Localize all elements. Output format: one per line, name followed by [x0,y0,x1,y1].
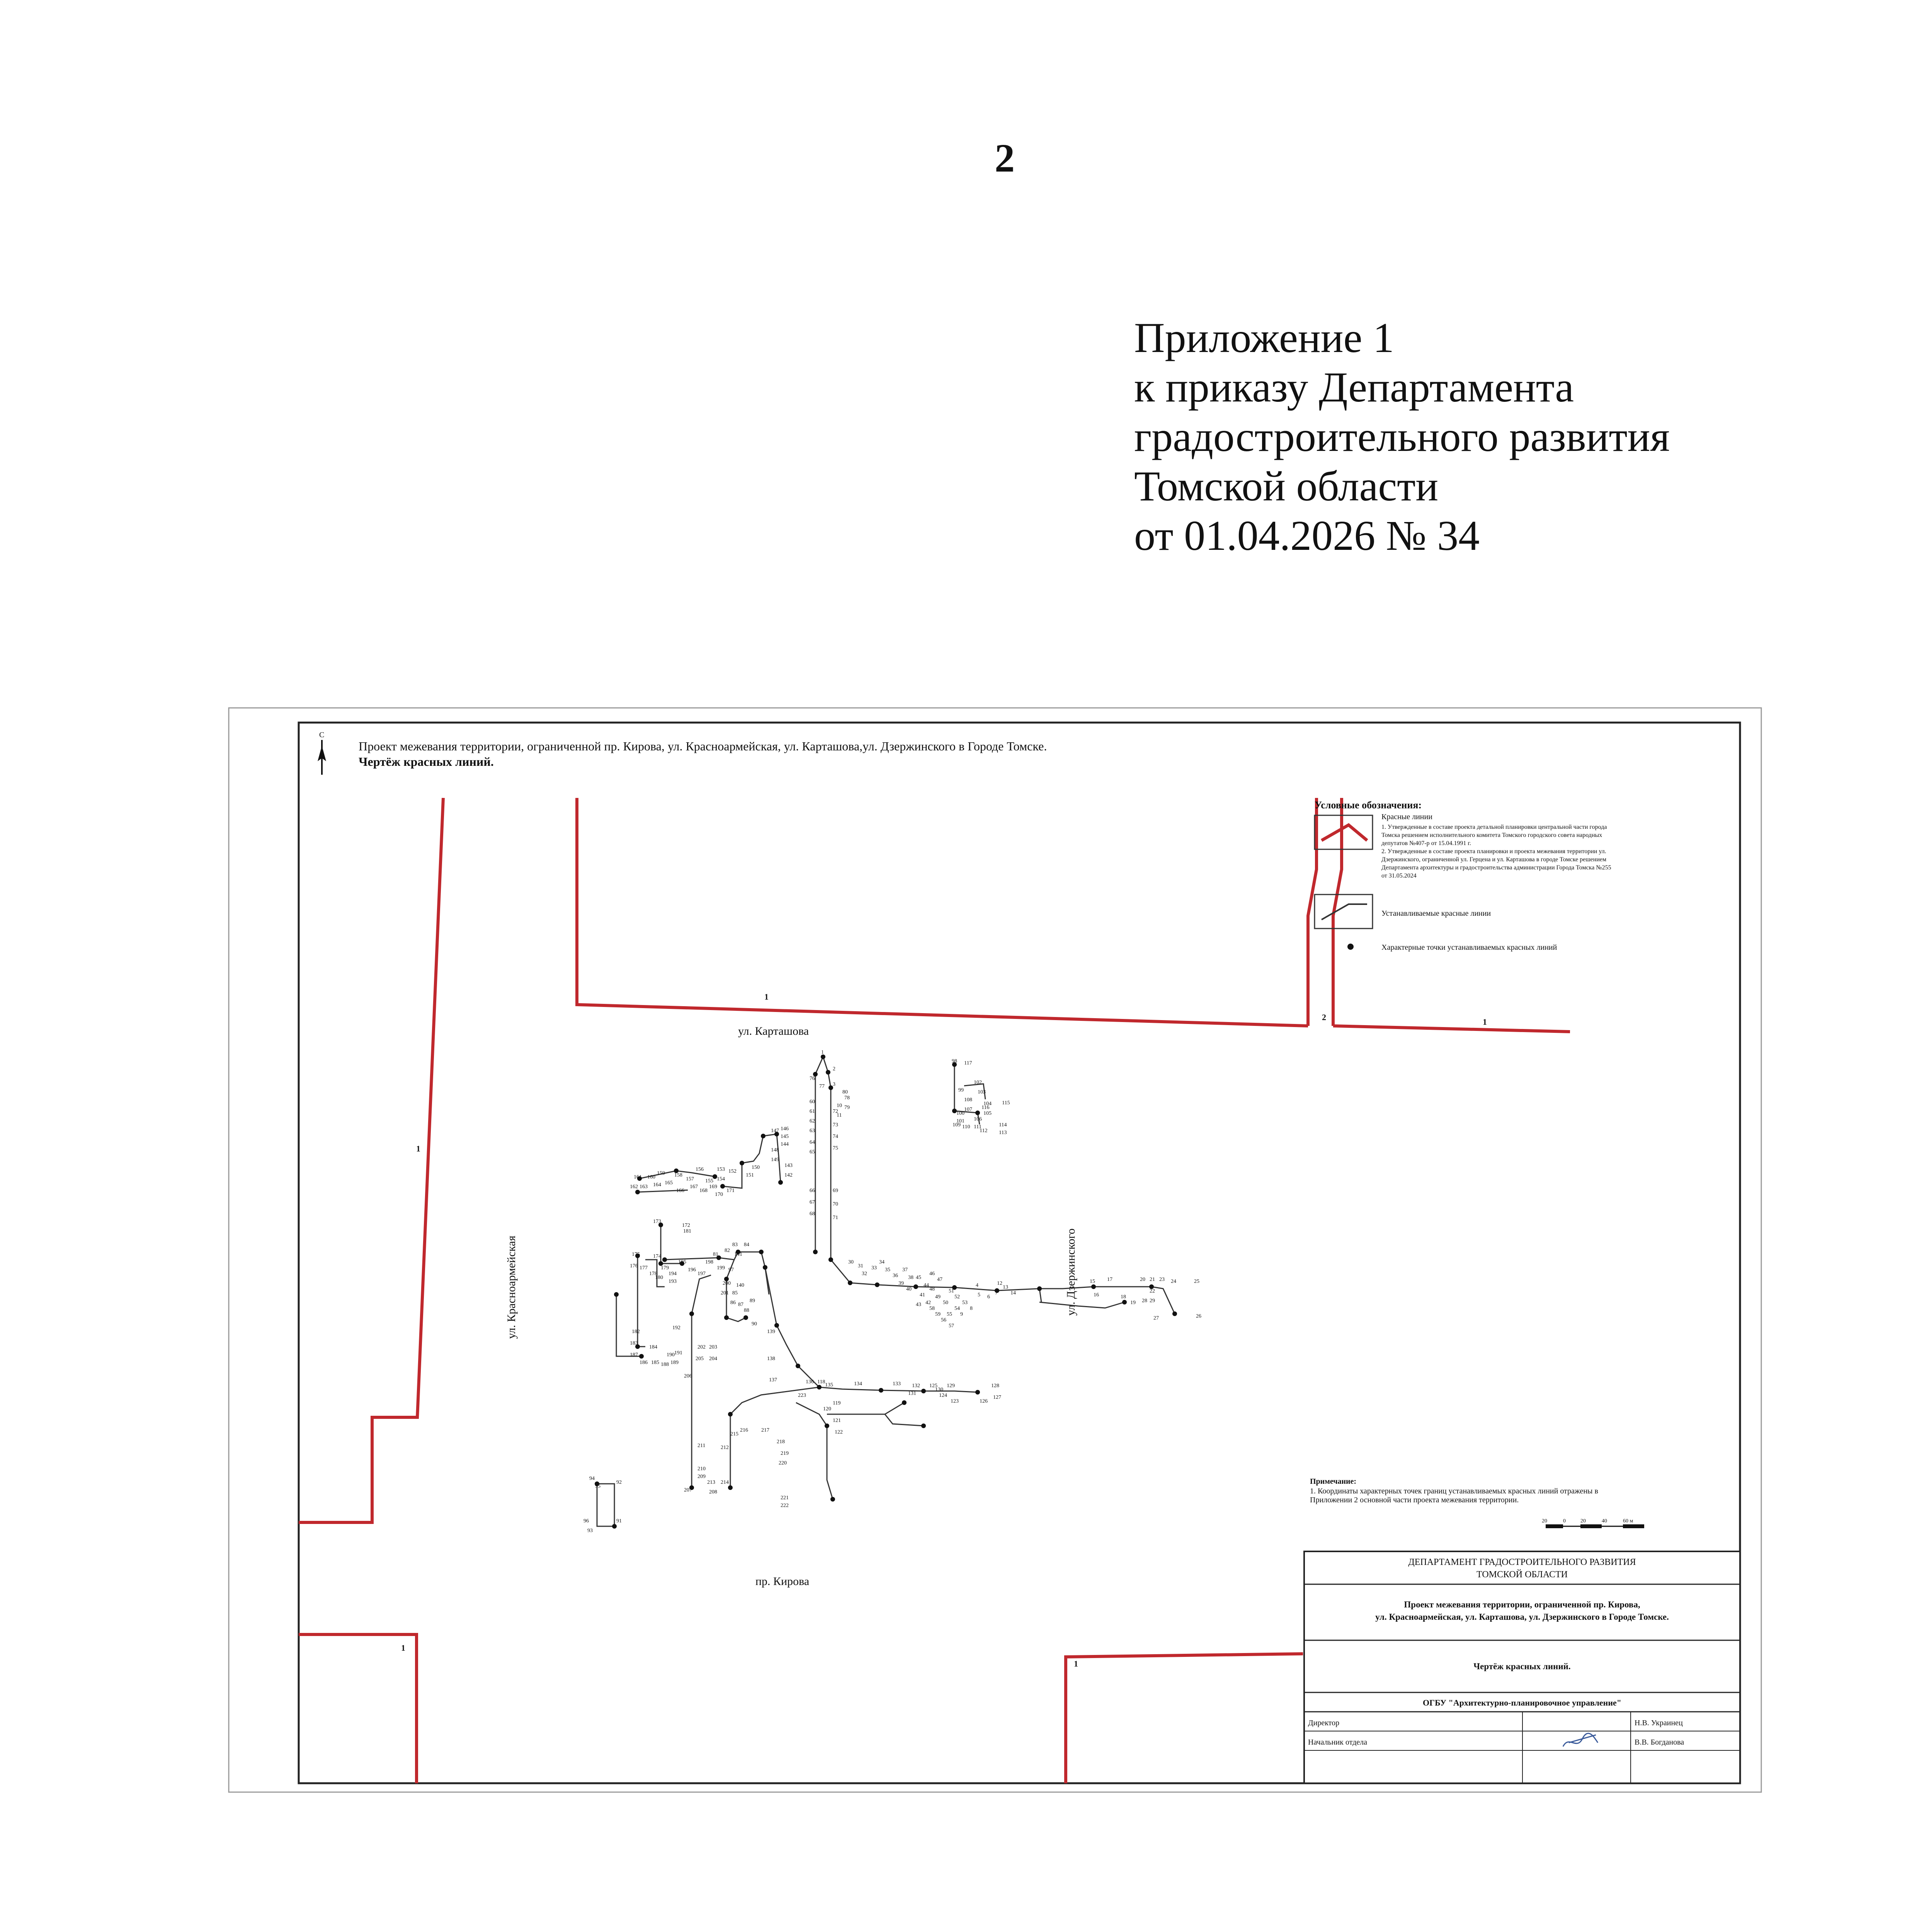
point-label-71: 71 [833,1215,838,1221]
point-label-77: 77 [819,1083,825,1089]
point-label-206: 206 [684,1373,692,1379]
point-label-65: 65 [810,1149,815,1155]
point-label-30: 30 [848,1259,854,1265]
point-label-214: 214 [721,1480,729,1485]
appendix-line-2: к приказу Департамента [1134,364,1574,411]
point-label-202: 202 [697,1344,706,1350]
point-label-184: 184 [649,1344,657,1350]
point-label-161: 161 [634,1174,642,1180]
point-label-216: 216 [740,1427,748,1433]
point-label-135: 135 [825,1382,833,1388]
point-label-174: 174 [653,1253,661,1259]
point-label-178: 178 [649,1271,657,1277]
note-line-1: 1. Координаты характерных точек границ устанавливаемых красных линий отражены в [1310,1487,1598,1495]
point-label-99: 99 [958,1087,964,1093]
point-label-215: 215 [730,1431,738,1437]
point-label-171: 171 [726,1188,735,1194]
point-label-195: 195 [678,1259,686,1265]
point-label-40: 40 [906,1286,912,1292]
point-label-3: 3 [833,1082,835,1087]
point-label-124: 124 [939,1393,947,1398]
point-label-110: 110 [962,1124,970,1130]
point-label-198: 198 [705,1259,713,1265]
point-label-162: 162 [630,1184,638,1190]
point-label-200: 200 [723,1281,731,1286]
drawing-title: Проект межевания территории, ограниченной пр. Кирова, ул. Красноармейская, ул. Карташова,ул. Дзержинского в Городе Томске. [359,739,1047,753]
point-label-2: 2 [833,1066,835,1072]
point-label-145: 145 [781,1134,789,1139]
point-label-22: 22 [1150,1288,1155,1294]
legend-established-label: Устанавливаемые красные линии [1381,909,1491,918]
point-label-69: 69 [833,1188,838,1194]
point-label-53: 53 [962,1300,968,1306]
legend-text-line-1: 1. Утвержденные в составе проекта детальной планировки центральной части города [1381,824,1607,830]
point-label-129: 129 [947,1383,955,1389]
point-label-91: 91 [616,1518,622,1524]
point-label-72: 72 [833,1109,838,1114]
appendix-line-5: от 01.04.2026 № 34 [1134,512,1480,559]
point-label-133: 133 [893,1381,901,1387]
point-label-157: 157 [686,1176,694,1182]
point-label-177: 177 [640,1265,648,1271]
point-label-21: 21 [1150,1277,1155,1282]
point-label-10: 10 [837,1103,842,1109]
point-label-43: 43 [916,1302,921,1308]
point-label-121: 121 [833,1418,841,1423]
point-label-35: 35 [885,1267,890,1273]
point-label-86: 86 [730,1300,736,1306]
point-label-81: 81 [713,1252,718,1257]
point-label-33: 33 [871,1265,877,1271]
point-label-167: 167 [690,1184,698,1190]
point-label-55: 55 [947,1311,952,1317]
point-label-87: 87 [738,1302,743,1308]
scale-label-3: 20 [1580,1518,1586,1524]
legend-text-line-7: от 31.05.2024 [1381,872,1417,879]
point-label-5: 5 [978,1292,980,1298]
point-label-85: 85 [732,1290,738,1296]
point-label-175: 175 [632,1252,640,1257]
point-label-27: 27 [1153,1315,1159,1321]
point-label-183: 183 [630,1340,638,1346]
point-label-9: 9 [960,1311,963,1317]
title-block-sheet: Чертёж красных линий. [1473,1662,1571,1671]
point-label-41: 41 [920,1292,925,1298]
point-label-112: 112 [980,1128,988,1134]
note-line-2: Приложении 2 основной части проекта межевания территории. [1310,1496,1519,1504]
legend-red-lines-text [1381,824,1611,879]
point-label-130: 130 [935,1387,943,1393]
point-label-118: 118 [817,1379,825,1385]
point-label-75: 75 [833,1145,838,1151]
red-lines-drawing [228,707,1762,1793]
point-label-93: 93 [587,1528,593,1534]
point-label-115: 115 [1002,1100,1010,1106]
point-label-120: 120 [823,1406,831,1412]
point-label-84: 84 [744,1242,749,1248]
street-dzerzhinskogo: ул. Дзержинского [1065,1228,1077,1316]
point-label-38: 38 [908,1275,913,1281]
point-label-57: 57 [949,1323,954,1329]
point-label-82: 82 [725,1248,730,1253]
point-label-102: 102 [974,1080,982,1085]
point-label-128: 128 [991,1383,999,1389]
point-label-37: 37 [902,1267,908,1273]
point-label-97: 97 [728,1267,734,1273]
point-label-116: 116 [981,1105,990,1111]
legend-points-label: Характерные точки устанавливаемых красных линий [1381,943,1557,952]
point-label-131: 131 [908,1391,916,1396]
title-block [1304,1551,1740,1783]
appendix-line-4: Томской области [1134,463,1439,510]
point-label-106: 106 [974,1116,982,1122]
point-label-158: 158 [674,1172,682,1178]
point-label-50: 50 [943,1300,948,1306]
point-label-127: 127 [993,1395,1001,1400]
point-label-210: 210 [697,1466,706,1472]
point-label-34: 34 [879,1259,885,1265]
point-label-223: 223 [798,1393,806,1398]
point-label-143: 143 [784,1163,793,1168]
point-label-26: 26 [1196,1313,1201,1319]
point-label-66: 66 [810,1188,815,1194]
point-label-17: 17 [1107,1277,1112,1282]
legend-text-line-2: Томска решением исполнительного комитета Томского городского совета народных [1381,832,1602,838]
point-label-147: 147 [771,1128,779,1134]
point-label-12: 12 [997,1281,1002,1286]
legend-point-icon [1347,944,1354,950]
point-label-11: 11 [837,1112,842,1118]
point-label-140: 140 [736,1282,744,1288]
point-label-132: 132 [912,1383,920,1389]
point-label-134: 134 [854,1381,862,1387]
point-label-56: 56 [941,1317,946,1323]
point-label-211: 211 [697,1443,706,1449]
point-label-173: 173 [653,1219,661,1225]
point-label-104: 104 [983,1101,992,1107]
point-label-59: 59 [935,1311,941,1317]
point-label-95: 95 [595,1483,600,1489]
point-label-78: 78 [844,1095,850,1101]
street-kirova: пр. Кирова [755,1575,810,1588]
street-krasnoarmeyskaya: ул. Красноармейская [505,1235,518,1339]
point-label-48: 48 [929,1286,935,1292]
point-label-189: 189 [670,1360,679,1366]
point-label-188: 188 [661,1362,669,1367]
legend-title: Условные обозначения: [1315,799,1422,811]
point-label-6: 6 [987,1294,990,1300]
point-label-44: 44 [924,1282,929,1288]
point-label-62: 62 [810,1118,815,1124]
point-label-79: 79 [844,1105,850,1111]
point-label-19: 19 [1130,1300,1136,1306]
point-label-209: 209 [697,1474,706,1480]
point-label-165: 165 [665,1180,673,1186]
street-kartashova: ул. Карташова [738,1025,809,1037]
title-block-name-2: В.В. Богданова [1635,1738,1684,1747]
point-label-114: 114 [999,1122,1007,1128]
point-label-221: 221 [781,1495,789,1501]
point-label-123: 123 [951,1398,959,1404]
point-label-63: 63 [810,1128,815,1134]
point-label-98: 98 [952,1058,957,1064]
appendix-header [1134,313,1791,560]
point-label-164: 164 [653,1182,661,1188]
point-label-194: 194 [668,1271,677,1277]
point-label-153: 153 [717,1167,725,1172]
point-label-15: 15 [1090,1279,1095,1284]
point-label-31: 31 [858,1263,863,1269]
point-label-28: 28 [1142,1298,1147,1304]
point-label-80: 80 [842,1089,848,1095]
point-label-36: 36 [893,1273,898,1279]
legend-text-line-4: 2. Утвержденные в составе проекта планировки и проекта межевания территории ул. [1381,848,1606,855]
point-label-39: 39 [898,1281,904,1286]
point-label-100: 100 [956,1111,964,1116]
point-label-218: 218 [777,1439,785,1445]
point-label-201: 201 [721,1290,729,1296]
point-label-154: 154 [717,1176,725,1182]
point-label-45: 45 [916,1275,921,1281]
point-label-32: 32 [862,1271,867,1277]
line-number-2: 2 [1322,1012,1326,1022]
point-label-208: 208 [709,1489,717,1495]
point-label-113: 113 [999,1130,1007,1136]
point-label-166: 166 [676,1188,684,1194]
drawing-svg [228,707,1762,1793]
scale-label-1: 20 [1542,1518,1547,1524]
point-label-159: 159 [657,1170,665,1176]
title-block-company: ОГБУ "Архитектурно-планировочное управление" [1422,1698,1622,1708]
point-label-94: 94 [589,1476,595,1481]
point-label-169: 169 [709,1184,717,1190]
point-label-181: 181 [683,1228,691,1234]
legend-text-line-3: депутатов №407-р от 15.04.1991 г. [1381,840,1471,847]
page-number: 2 [995,136,1015,180]
legend-text-line-5: Дзержинского, ограниченной ул. Герцена и ул. Карташова в городе Томске решением [1381,856,1607,863]
point-label-179: 179 [661,1265,669,1271]
point-label-185: 185 [651,1360,659,1366]
point-label-46: 46 [929,1271,935,1277]
point-label-141: 141 [734,1252,742,1257]
point-label-1: 1 [821,1049,824,1055]
point-label-156: 156 [696,1167,704,1172]
point-label-180: 180 [655,1275,663,1281]
line-number-5: 1 [401,1643,405,1653]
point-label-138: 138 [767,1356,775,1362]
point-label-90: 90 [752,1321,757,1327]
point-label-25: 25 [1194,1279,1199,1284]
point-label-203: 203 [709,1344,717,1350]
point-label-192: 192 [672,1325,680,1331]
point-label-23: 23 [1159,1277,1165,1282]
point-label-176: 176 [630,1263,638,1269]
point-label-148: 148 [771,1147,779,1153]
point-label-137: 137 [769,1377,777,1383]
line-number-6: 1 [1074,1659,1078,1668]
point-label-125: 125 [929,1383,937,1389]
point-label-49: 49 [935,1294,941,1300]
point-label-172: 172 [682,1223,690,1228]
point-label-52: 52 [954,1294,960,1300]
point-label-42: 42 [925,1300,931,1306]
point-label-108: 108 [964,1097,972,1103]
title-block-org-2: ТОМСКОЙ ОБЛАСТИ [1476,1570,1568,1580]
appendix-line-3: градостроительного развития [1134,413,1670,460]
point-label-88: 88 [744,1308,749,1313]
point-label-13: 13 [1003,1284,1008,1290]
point-label-47: 47 [937,1277,942,1282]
point-label-51: 51 [949,1288,954,1294]
line-number-1: 1 [764,992,769,1002]
point-label-190: 190 [667,1352,675,1358]
point-label-24: 24 [1171,1279,1176,1284]
title-block-name-1: Н.В. Украинец [1635,1719,1683,1727]
point-label-126: 126 [980,1398,988,1404]
point-label-150: 150 [752,1165,760,1170]
point-label-146: 146 [781,1126,789,1132]
point-label-109: 109 [953,1122,961,1128]
point-label-197: 197 [697,1271,706,1277]
drawing-subtitle: Чертёж красных линий. [359,755,494,769]
title-block-project-1: Проект межевания территории, ограниченной пр. Кирова, [1404,1600,1640,1609]
title-block-role-2: Начальник отдела [1308,1738,1367,1747]
title-block-role-1: Директор [1308,1719,1340,1727]
line-number-4: 1 [416,1144,420,1153]
point-label-139: 139 [767,1329,775,1335]
point-label-20: 20 [1140,1277,1145,1282]
point-label-105: 105 [983,1111,992,1116]
legend-text-line-6: Департамента архитектуры и градостроительства администрации Города Томска №255 [1381,864,1611,871]
point-label-155: 155 [705,1178,713,1184]
scale-label-5: 60 м [1623,1518,1633,1524]
point-label-136: 136 [806,1379,814,1385]
point-label-7: 7 [995,1290,998,1296]
point-label-92: 92 [616,1480,622,1485]
point-label-67: 67 [810,1199,815,1205]
point-label-191: 191 [674,1350,682,1356]
legend-red-lines-label: Красные линии [1381,813,1432,821]
point-label-204: 204 [709,1356,717,1362]
point-label-54: 54 [954,1306,960,1311]
point-label-107: 107 [964,1107,972,1112]
point-label-4: 4 [976,1282,978,1288]
point-label-122: 122 [835,1429,843,1435]
point-label-14: 14 [1010,1290,1016,1296]
point-label-142: 142 [784,1172,793,1178]
point-label-144: 144 [781,1141,789,1147]
point-label-219: 219 [781,1451,789,1456]
point-label-73: 73 [833,1122,838,1128]
point-label-103: 103 [978,1089,986,1095]
point-label-199: 199 [717,1265,725,1271]
point-label-186: 186 [640,1360,648,1366]
point-label-222: 222 [781,1503,789,1509]
point-label-212: 212 [721,1445,729,1451]
point-label-96: 96 [583,1518,589,1524]
point-label-193: 193 [668,1279,677,1284]
point-label-58: 58 [929,1306,935,1311]
point-label-101: 101 [956,1118,964,1124]
point-label-196: 196 [688,1267,696,1273]
point-label-187: 187 [630,1352,638,1358]
point-label-149: 149 [771,1157,779,1163]
point-label-163: 163 [640,1184,648,1190]
point-label-220: 220 [779,1460,787,1466]
point-label-168: 168 [699,1188,708,1194]
point-label-217: 217 [761,1427,769,1433]
point-label-213: 213 [707,1480,715,1485]
north-arrow-label: С [319,731,325,739]
note-title: Примечание: [1310,1477,1357,1486]
point-label-70: 70 [833,1201,838,1207]
appendix-line-1: Приложение 1 [1134,314,1394,361]
point-label-152: 152 [728,1168,737,1174]
point-label-151: 151 [746,1172,754,1178]
point-label-111: 111 [974,1124,981,1130]
title-block-org: ДЕПАРТАМЕНТ ГРАДОСТРОИТЕЛЬНОГО РАЗВИТИЯ [1408,1557,1636,1567]
point-label-68: 68 [810,1211,815,1217]
point-label-170: 170 [715,1192,723,1197]
scale-label-2: 0 [1563,1518,1566,1524]
line-number-3: 1 [1483,1017,1487,1027]
point-label-64: 64 [810,1139,815,1145]
point-label-8: 8 [970,1306,973,1311]
point-label-60: 60 [810,1099,815,1105]
scale-label-4: 40 [1602,1518,1607,1524]
point-label-182: 182 [632,1329,640,1335]
point-label-160: 160 [647,1174,655,1180]
point-label-83: 83 [732,1242,738,1248]
point-label-74: 74 [833,1134,838,1139]
point-label-76: 76 [810,1076,815,1082]
point-label-117: 117 [964,1060,972,1066]
point-label-207: 207 [684,1487,692,1493]
point-label-119: 119 [833,1400,841,1406]
point-label-29: 29 [1150,1298,1155,1304]
point-label-61: 61 [810,1109,815,1114]
point-label-18: 18 [1121,1294,1126,1300]
point-label-205: 205 [696,1356,704,1362]
title-block-project-2: ул. Красноармейская, ул. Карташова, ул. Дзержинского в Городе Томске. [1375,1612,1669,1622]
point-label-89: 89 [750,1298,755,1304]
point-label-16: 16 [1094,1292,1099,1298]
